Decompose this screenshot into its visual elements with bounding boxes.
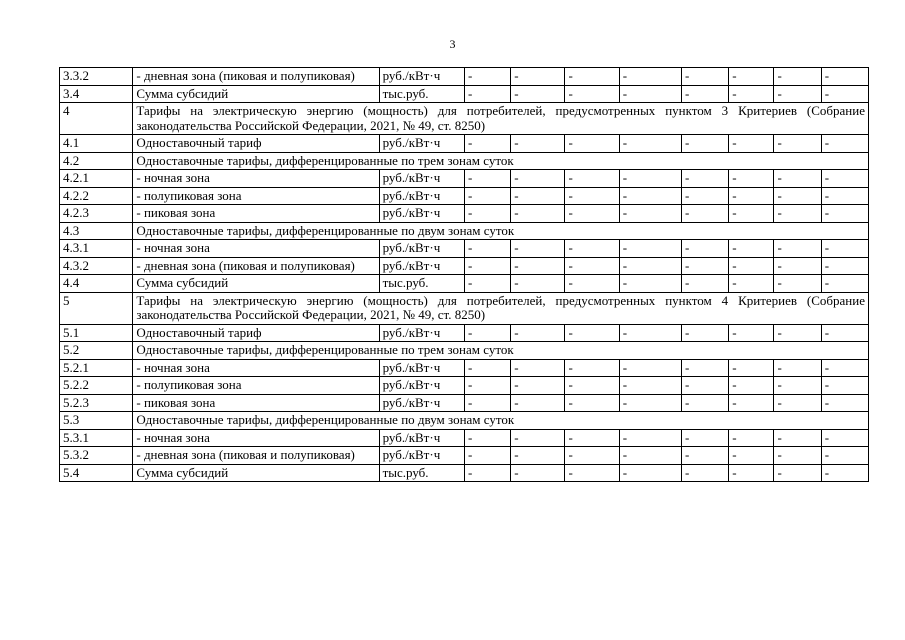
unit-cell: руб./кВт·ч [379, 324, 464, 342]
value-cell: - [464, 464, 510, 482]
row-label: Сумма субсидий [133, 464, 379, 482]
value-cell: - [511, 324, 565, 342]
value-cell: - [774, 205, 821, 223]
value-cell: - [619, 187, 681, 205]
value-cell: - [821, 135, 868, 153]
value-cell: - [774, 377, 821, 395]
value-cell: - [821, 187, 868, 205]
value-cell: - [774, 68, 821, 86]
unit-cell: руб./кВт·ч [379, 429, 464, 447]
value-cell: - [729, 257, 774, 275]
row-label: - ночная зона [133, 429, 379, 447]
row-label: Одноставочный тариф [133, 135, 379, 153]
row-label: Сумма субсидий [133, 275, 379, 293]
table-row [60, 292, 869, 324]
value-cell: - [729, 170, 774, 188]
table-row [60, 342, 869, 360]
section-heading: Одноставочные тарифы, дифференцированные по двум зонам суток [133, 222, 869, 240]
value-cell: - [729, 429, 774, 447]
table-row [60, 429, 869, 447]
value-cell: - [821, 429, 868, 447]
unit-cell: тыс.руб. [379, 85, 464, 103]
value-cell: - [511, 135, 565, 153]
value-cell: - [464, 187, 510, 205]
value-cell: - [821, 464, 868, 482]
value-cell: - [565, 187, 619, 205]
section-heading: Тарифы на электрическую энергию (мощность) для потребителей, предусмотренных пунктом 3 Критериев (Собрание законодательства Российской Федерации, 2021, № 49, ст. 8250) [133, 103, 869, 135]
row-number: 3.4 [60, 85, 133, 103]
value-cell: - [821, 394, 868, 412]
section-heading: Тарифы на электрическую энергию (мощность) для потребителей, предусмотренных пунктом 4 Критериев (Собрание законодательства Российской Федерации, 2021, № 49, ст. 8250) [133, 292, 869, 324]
row-number: 5.1 [60, 324, 133, 342]
table-row [60, 359, 869, 377]
value-cell: - [464, 135, 510, 153]
row-number: 5 [60, 292, 133, 324]
value-cell: - [774, 359, 821, 377]
value-cell: - [821, 257, 868, 275]
value-cell: - [682, 447, 729, 465]
value-cell: - [565, 464, 619, 482]
value-cell: - [729, 187, 774, 205]
value-cell: - [464, 240, 510, 258]
table-row [60, 240, 869, 258]
row-number: 4.3 [60, 222, 133, 240]
value-cell: - [729, 68, 774, 86]
table-row [60, 103, 869, 135]
value-cell: - [821, 170, 868, 188]
table-row [60, 85, 869, 103]
unit-cell: руб./кВт·ч [379, 68, 464, 86]
row-label: - полупиковая зона [133, 187, 379, 205]
value-cell: - [729, 205, 774, 223]
value-cell: - [619, 377, 681, 395]
value-cell: - [464, 324, 510, 342]
table-row [60, 324, 869, 342]
value-cell: - [682, 135, 729, 153]
value-cell: - [511, 187, 565, 205]
value-cell: - [464, 359, 510, 377]
value-cell: - [774, 464, 821, 482]
value-cell: - [774, 187, 821, 205]
table-row [60, 257, 869, 275]
value-cell: - [619, 257, 681, 275]
section-heading: Одноставочные тарифы, дифференцированные по двум зонам суток [133, 412, 869, 430]
value-cell: - [729, 359, 774, 377]
value-cell: - [682, 394, 729, 412]
value-cell: - [565, 324, 619, 342]
value-cell: - [511, 257, 565, 275]
section-heading: Одноставочные тарифы, дифференцированные по трем зонам суток [133, 152, 869, 170]
tariff-table [59, 67, 869, 482]
unit-cell: руб./кВт·ч [379, 359, 464, 377]
section-heading: Одноставочные тарифы, дифференцированные по трем зонам суток [133, 342, 869, 360]
row-number: 4.3.1 [60, 240, 133, 258]
value-cell: - [729, 135, 774, 153]
value-cell: - [821, 377, 868, 395]
row-number: 5.4 [60, 464, 133, 482]
row-label: - дневная зона (пиковая и полупиковая) [133, 257, 379, 275]
value-cell: - [774, 135, 821, 153]
value-cell: - [511, 68, 565, 86]
value-cell: - [464, 394, 510, 412]
table-row [60, 205, 869, 223]
row-number: 5.2.1 [60, 359, 133, 377]
value-cell: - [619, 135, 681, 153]
value-cell: - [619, 464, 681, 482]
value-cell: - [821, 275, 868, 293]
value-cell: - [511, 275, 565, 293]
value-cell: - [565, 394, 619, 412]
value-cell: - [565, 240, 619, 258]
value-cell: - [619, 170, 681, 188]
row-number: 5.2.2 [60, 377, 133, 395]
value-cell: - [682, 257, 729, 275]
row-number: 3.3.2 [60, 68, 133, 86]
table-row [60, 68, 869, 86]
value-cell: - [464, 447, 510, 465]
value-cell: - [464, 205, 510, 223]
value-cell: - [464, 68, 510, 86]
value-cell: - [821, 359, 868, 377]
table-row [60, 377, 869, 395]
value-cell: - [511, 85, 565, 103]
table-row [60, 187, 869, 205]
value-cell: - [729, 324, 774, 342]
value-cell: - [729, 447, 774, 465]
value-cell: - [619, 68, 681, 86]
table-row [60, 394, 869, 412]
value-cell: - [774, 170, 821, 188]
value-cell: - [565, 205, 619, 223]
value-cell: - [511, 464, 565, 482]
value-cell: - [511, 429, 565, 447]
row-number: 4.2.3 [60, 205, 133, 223]
value-cell: - [464, 170, 510, 188]
page-number: 3 [449, 37, 456, 51]
value-cell: - [511, 447, 565, 465]
value-cell: - [619, 85, 681, 103]
row-label: - ночная зона [133, 359, 379, 377]
value-cell: - [682, 464, 729, 482]
row-label: Сумма субсидий [133, 85, 379, 103]
value-cell: - [565, 377, 619, 395]
value-cell: - [682, 324, 729, 342]
value-cell: - [682, 85, 729, 103]
value-cell: - [774, 85, 821, 103]
value-cell: - [729, 85, 774, 103]
unit-cell: руб./кВт·ч [379, 240, 464, 258]
unit-cell: руб./кВт·ч [379, 257, 464, 275]
unit-cell: руб./кВт·ч [379, 205, 464, 223]
value-cell: - [682, 377, 729, 395]
row-number: 4.1 [60, 135, 133, 153]
unit-cell: тыс.руб. [379, 275, 464, 293]
unit-cell: руб./кВт·ч [379, 394, 464, 412]
value-cell: - [511, 377, 565, 395]
value-cell: - [565, 135, 619, 153]
row-label: - дневная зона (пиковая и полупиковая) [133, 68, 379, 86]
row-number: 4.2.2 [60, 187, 133, 205]
row-number: 5.3.2 [60, 447, 133, 465]
row-number: 4.3.2 [60, 257, 133, 275]
value-cell: - [821, 324, 868, 342]
value-cell: - [619, 205, 681, 223]
value-cell: - [821, 205, 868, 223]
value-cell: - [821, 240, 868, 258]
row-number: 4 [60, 103, 133, 135]
value-cell: - [729, 394, 774, 412]
value-cell: - [682, 240, 729, 258]
unit-cell: руб./кВт·ч [379, 170, 464, 188]
row-number: 5.3.1 [60, 429, 133, 447]
value-cell: - [682, 187, 729, 205]
row-label: - полупиковая зона [133, 377, 379, 395]
value-cell: - [619, 394, 681, 412]
table-row [60, 447, 869, 465]
row-label: Одноставочный тариф [133, 324, 379, 342]
value-cell: - [565, 170, 619, 188]
value-cell: - [565, 68, 619, 86]
value-cell: - [511, 170, 565, 188]
value-cell: - [774, 429, 821, 447]
value-cell: - [565, 429, 619, 447]
value-cell: - [682, 170, 729, 188]
value-cell: - [774, 240, 821, 258]
value-cell: - [565, 85, 619, 103]
row-number: 4.4 [60, 275, 133, 293]
value-cell: - [774, 324, 821, 342]
unit-cell: тыс.руб. [379, 464, 464, 482]
table-row [60, 275, 869, 293]
value-cell: - [682, 429, 729, 447]
value-cell: - [774, 394, 821, 412]
row-label: - дневная зона (пиковая и полупиковая) [133, 447, 379, 465]
row-number: 5.3 [60, 412, 133, 430]
value-cell: - [729, 464, 774, 482]
value-cell: - [821, 68, 868, 86]
unit-cell: руб./кВт·ч [379, 135, 464, 153]
value-cell: - [565, 447, 619, 465]
table-row [60, 222, 869, 240]
value-cell: - [464, 85, 510, 103]
value-cell: - [511, 205, 565, 223]
row-number: 5.2.3 [60, 394, 133, 412]
row-number: 5.2 [60, 342, 133, 360]
value-cell: - [565, 257, 619, 275]
row-label: - ночная зона [133, 170, 379, 188]
table-row [60, 152, 869, 170]
value-cell: - [464, 275, 510, 293]
value-cell: - [464, 377, 510, 395]
value-cell: - [821, 85, 868, 103]
value-cell: - [774, 257, 821, 275]
value-cell: - [619, 275, 681, 293]
unit-cell: руб./кВт·ч [379, 377, 464, 395]
table-row [60, 412, 869, 430]
value-cell: - [464, 429, 510, 447]
value-cell: - [511, 359, 565, 377]
row-label: - ночная зона [133, 240, 379, 258]
value-cell: - [729, 240, 774, 258]
value-cell: - [619, 240, 681, 258]
table-row [60, 464, 869, 482]
value-cell: - [619, 429, 681, 447]
value-cell: - [511, 394, 565, 412]
value-cell: - [729, 275, 774, 293]
value-cell: - [619, 324, 681, 342]
value-cell: - [619, 359, 681, 377]
unit-cell: руб./кВт·ч [379, 187, 464, 205]
table-row [60, 170, 869, 188]
value-cell: - [682, 68, 729, 86]
value-cell: - [464, 257, 510, 275]
value-cell: - [821, 447, 868, 465]
value-cell: - [682, 275, 729, 293]
value-cell: - [682, 359, 729, 377]
row-number: 4.2 [60, 152, 133, 170]
unit-cell: руб./кВт·ч [379, 447, 464, 465]
value-cell: - [774, 447, 821, 465]
value-cell: - [774, 275, 821, 293]
value-cell: - [565, 359, 619, 377]
value-cell: - [511, 240, 565, 258]
table-row [60, 135, 869, 153]
row-label: - пиковая зона [133, 205, 379, 223]
value-cell: - [619, 447, 681, 465]
value-cell: - [729, 377, 774, 395]
value-cell: - [682, 205, 729, 223]
row-label: - пиковая зона [133, 394, 379, 412]
value-cell: - [565, 275, 619, 293]
row-number: 4.2.1 [60, 170, 133, 188]
